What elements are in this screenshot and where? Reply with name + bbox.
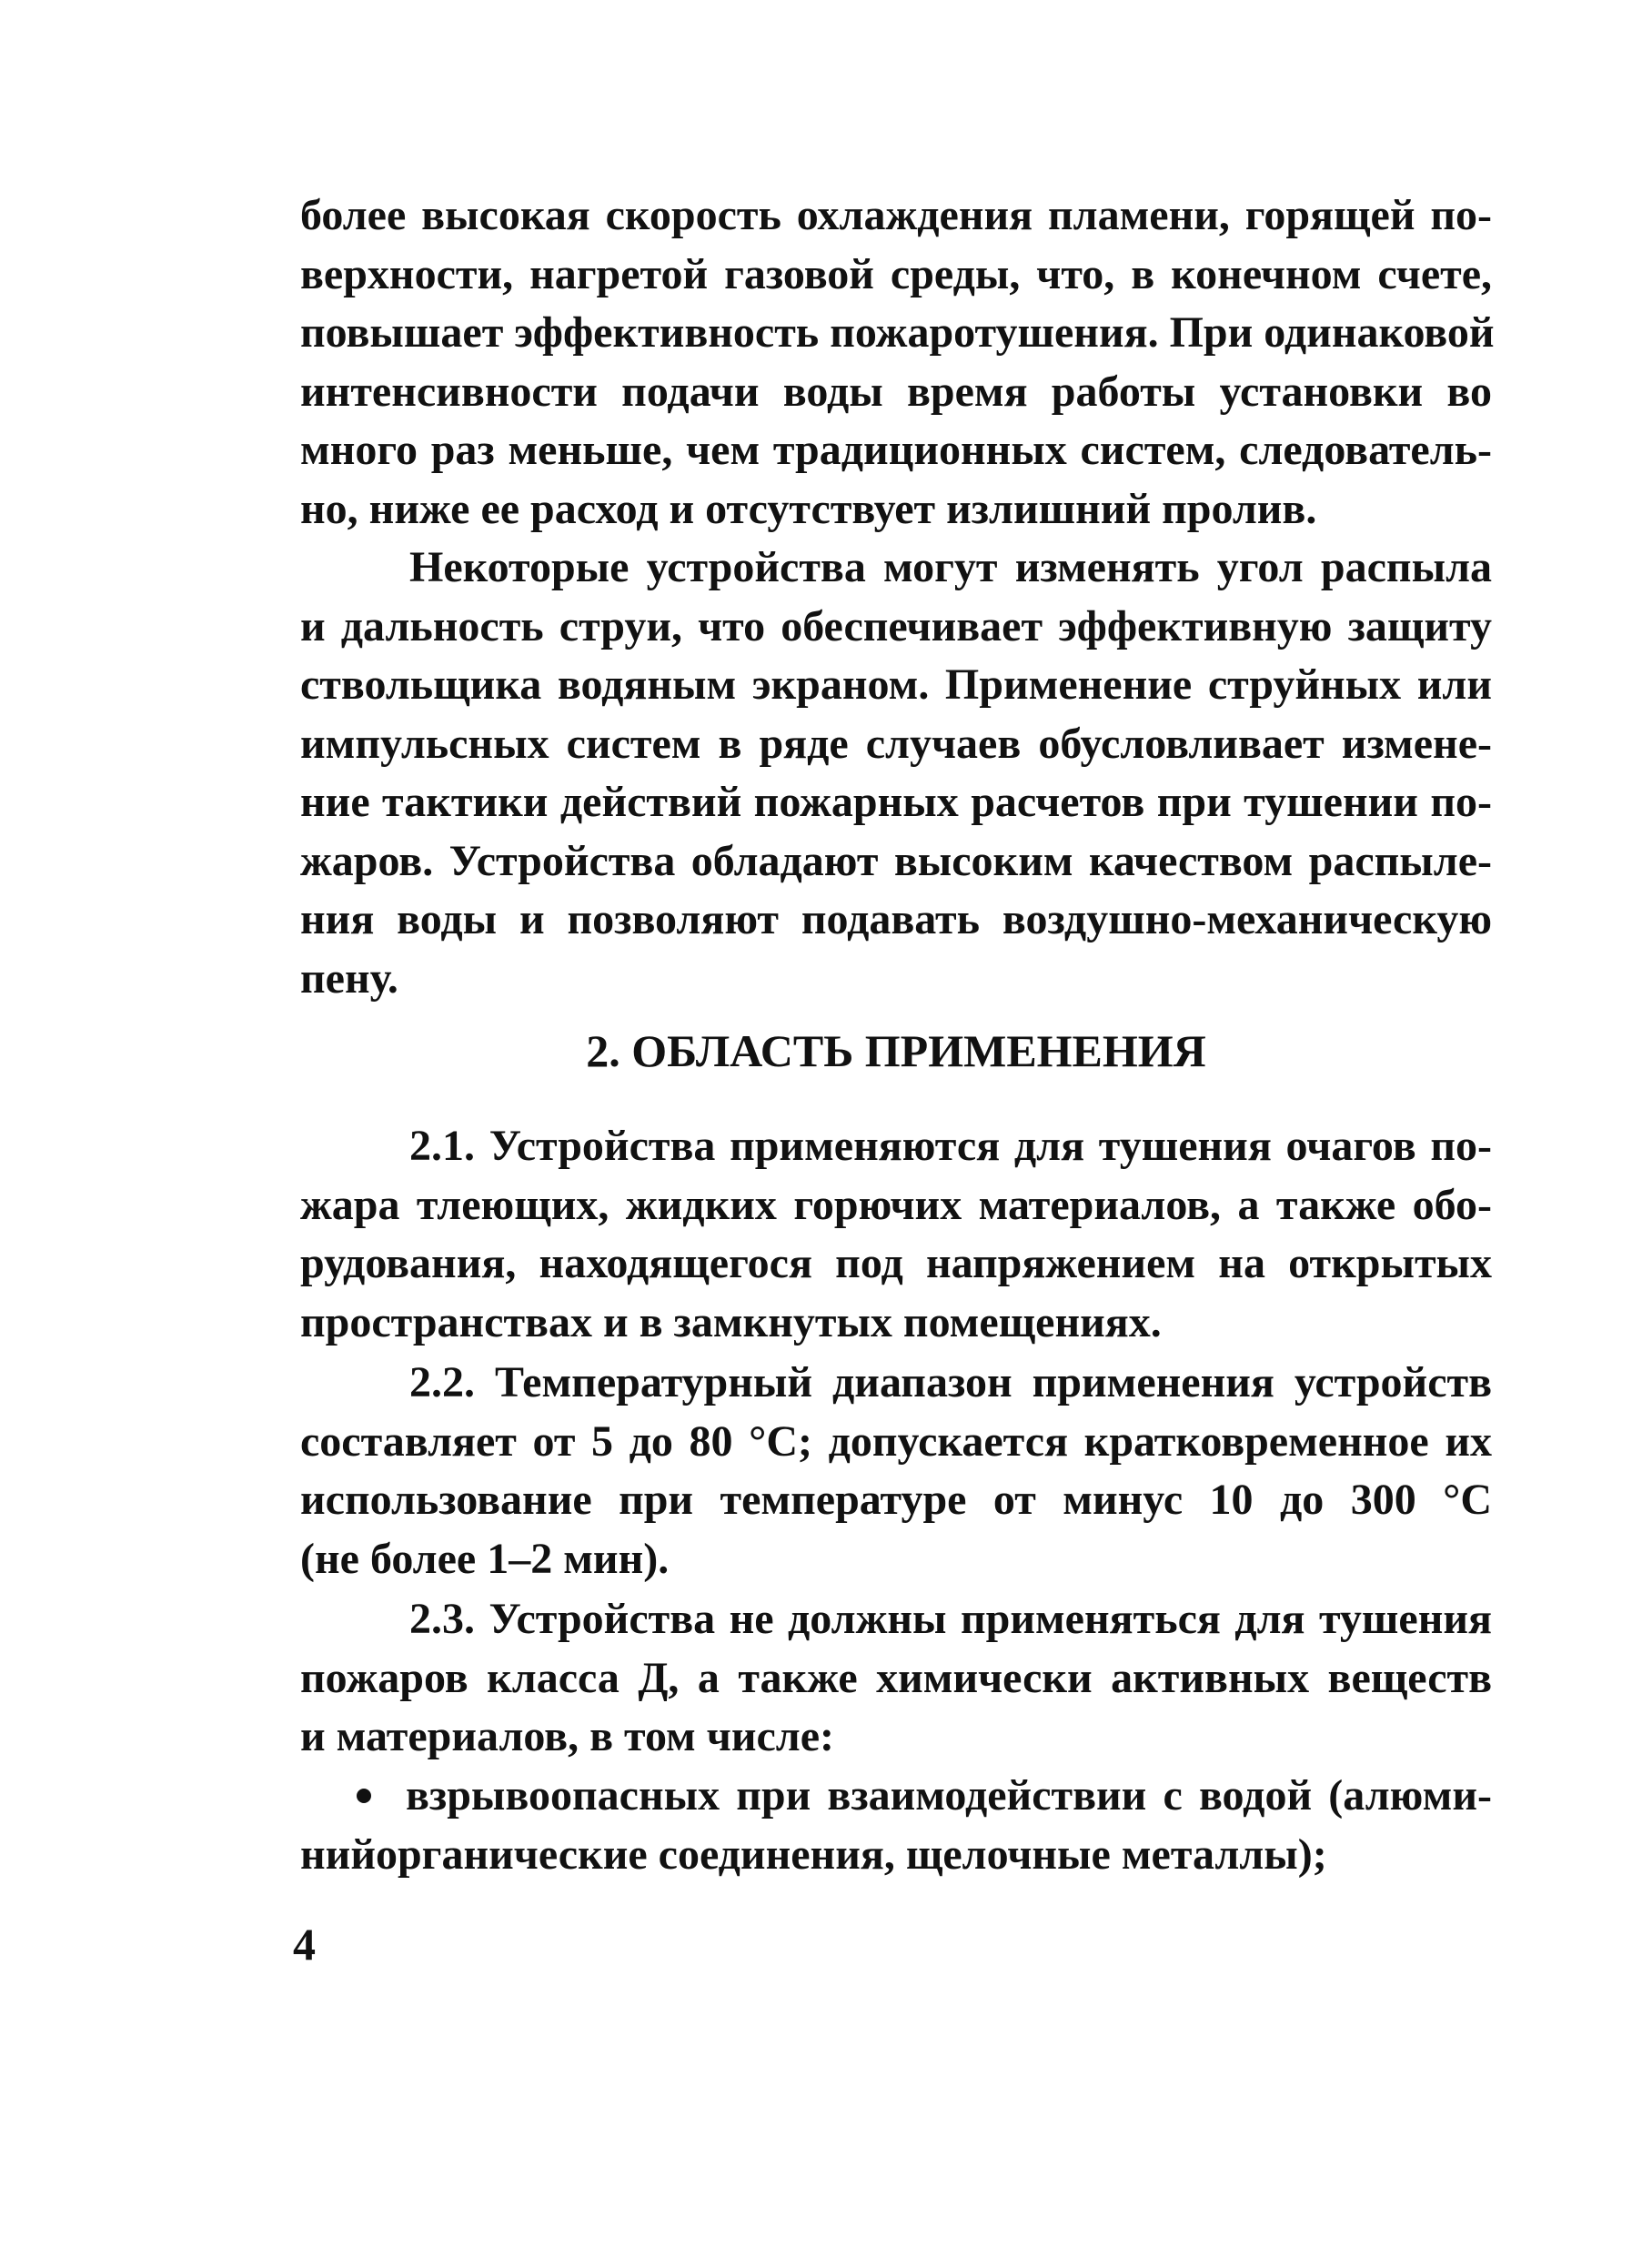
text-line: много раз меньше, чем традиционных систем, следователь- (300, 426, 1492, 474)
text-line: и дальность струи, что обеспечивает эффективную защиту (300, 601, 1492, 650)
text-line: повышает эффективность пожаротушения. При одинаковой (300, 308, 1495, 357)
text-line: пожаров класса Д, а также химически активных веществ (300, 1653, 1492, 1702)
text-line: и материалов, в том числе: (300, 1712, 834, 1760)
bullet-icon (357, 1789, 371, 1803)
text-line: Некоторые устройства могут изменять угол распыла (409, 543, 1492, 591)
page-number: 4 (293, 1919, 316, 1970)
bullet-list (300, 1767, 1492, 1884)
text-line: жаров. Устройства обладают высоким качеством распыле- (300, 836, 1492, 885)
text-line: ние тактики действий пожарных расчетов при тушении по- (300, 778, 1492, 826)
text-line: жара тлеющих, жидких горючих материалов, а также обо- (300, 1180, 1492, 1229)
text-line: импульсных систем в ряде случаев обусловливает измене- (300, 719, 1492, 768)
section-heading: 2. ОБЛАСТЬ ПРИМЕНЕНИЯ (586, 1025, 1206, 1076)
text-line: нийорганические соединения, щелочные металлы); (300, 1830, 1327, 1879)
text-line: ния воды и позволяют подавать воздушно-механическую (300, 895, 1492, 943)
paragraph-devices (300, 539, 1492, 1008)
text-line: пространствах и в замкнутых помещениях. (300, 1297, 1162, 1346)
item-2-3 (300, 1590, 1492, 1767)
item-2-1 (300, 1117, 1492, 1352)
bullet-item (300, 1767, 1492, 1826)
text-line: ствольщика водяным экраном. Применение струйных или (300, 660, 1492, 709)
text-line: рудования, находящегося под напряжением на открытых (300, 1239, 1492, 1287)
item-2-2 (300, 1354, 1492, 1588)
text-line: но, ниже ее расход и отсутствует излишний пролив. (300, 484, 1317, 533)
text-line: пену. (300, 953, 398, 1003)
text-line: использование при температуре от минус 10 до 300 °С (300, 1476, 1492, 1524)
text-line: верхности, нагретой газовой среды, что, в конечном счете, (300, 249, 1492, 298)
text-line: составляет от 5 до 80 °С; допускается кратковременное их (300, 1416, 1492, 1466)
text-line: 2.1. Устройства применяются для тушения очагов по- (409, 1122, 1492, 1170)
text-line: 2.2. Температурный диапазон применения устройств (409, 1358, 1492, 1406)
text-line: интенсивности подачи воды время работы установки во (300, 367, 1492, 416)
text-line: 2.3. Устройства не должны применяться для тушения (409, 1595, 1492, 1643)
text-line: взрывоопасных при взаимодействии с водой (алюми- (406, 1771, 1492, 1819)
text-line: более высокая скорость охлаждения пламени, горящей по- (300, 191, 1492, 239)
paragraph-continuation (300, 186, 1495, 539)
text-line: (не более 1–2 мин). (300, 1534, 670, 1583)
